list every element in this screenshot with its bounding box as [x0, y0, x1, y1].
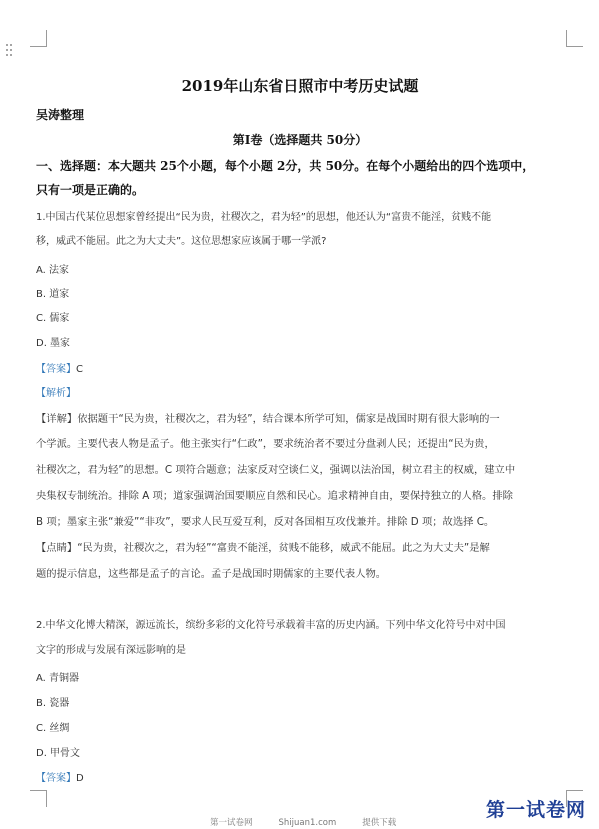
q1-detail-line	[36, 410, 500, 425]
q1-detail-line: B 项；墨家主张“兼爱”“非攻”，要求人民互爱互利，反对各国相互攻伐兼并。排除 D 项；故选择 C。	[36, 516, 495, 528]
q1-stem-line: 1.中国古代某位思想家曾经提出“民为贵，社稷次之，君为轻”的思想，他还认为“富贵不能淫，贫贱不能	[36, 212, 492, 223]
footer-site-name: 第一试卷网	[210, 818, 253, 828]
q2-option-a: A. 青铜器	[36, 673, 80, 684]
page-corner-mark-bottom-left	[30, 790, 47, 807]
instructions-line: 只有一项是正确的。	[36, 183, 145, 197]
q2-option-d: D. 甲骨文	[36, 748, 81, 759]
comment-text: “民为贵，社稷次之，君为轻”“富贵不能淫，贫贱不能移，威武不能屈。此之为大丈夫”是解	[77, 542, 490, 554]
drag-handle-icon[interactable]	[6, 44, 14, 60]
q1-detail-line: 社稷次之，君为轻”的思想。C 项符合题意；法家反对空谈仁义，强调以法治国，树立君主的权威，建立中	[36, 464, 516, 476]
answer-label: 【答案】	[36, 364, 76, 375]
answer-label: 【答案】	[36, 773, 76, 784]
detail-text: 依据题干“民为贵，社稷次之，君为轻”，结合课本所学可知，儒家是战国时期有很大影响的一	[77, 413, 500, 425]
footer-site-url[interactable]: Shijuan1.com	[278, 818, 337, 828]
q1-option-b: B. 道家	[36, 289, 70, 300]
q1-comment-line	[36, 539, 490, 554]
detail-label: 【详解】	[36, 413, 78, 425]
answer-value: C	[76, 364, 83, 375]
q1-option-c: C. 儒家	[36, 313, 70, 324]
instructions-line: 一、选择题：本大题共 25个小题，每个小题 2分，共 50分。在每个小题给出的四个选项中，	[36, 159, 535, 173]
footer-watermark	[210, 816, 422, 828]
footer-download-text: 提供下载	[362, 818, 397, 828]
page-corner-mark-top-right	[566, 30, 583, 47]
q2-answer	[36, 769, 84, 784]
section-instructions	[36, 154, 564, 202]
q1-detail-line: 央集权专制统治。排除 A 项；道家强调治国要顺应自然和民心。追求精神自由，要保持独立的人格。排除	[36, 490, 513, 502]
section-title: 第Ⅰ卷（选择题共 50分）	[232, 133, 368, 147]
answer-value: D	[76, 773, 84, 784]
q2-stem-line: 2.中华文化博大精深，源远流长，缤纷多彩的文化符号承载着丰富的历史内涵。下列中华文化符号中对中国	[36, 620, 506, 631]
document-title: 2019年山东省日照市中考历史试题	[181, 77, 419, 95]
q1-detail-line: 个学派。主要代表人物是孟子。他主张实行“仁政”，要求统治者不要过分盘剥人民；还提出“民为贵，	[36, 438, 495, 450]
page-corner-mark-top-left	[30, 30, 47, 47]
q1-stem-line: 移，威武不能屈。此之为大丈夫”。这位思想家应该属于哪一学派?	[36, 236, 327, 247]
q2-stem-line: 文字的形成与发展有深远影响的是	[36, 645, 186, 656]
q2-option-b: B. 瓷器	[36, 698, 70, 709]
comment-label: 【点睛】	[36, 542, 78, 554]
q1-option-d: D. 墨家	[36, 338, 71, 349]
q2-option-c: C. 丝绸	[36, 723, 70, 734]
q1-answer	[36, 360, 83, 375]
brand-logo-text: 第一试卷网	[486, 799, 587, 821]
q1-option-a: A. 法家	[36, 265, 70, 276]
document-author: 吴涛整理	[36, 108, 85, 122]
q1-comment-line: 题的提示信息，这些都是孟子的言论。孟子是战国时期儒家的主要代表人物。	[36, 568, 387, 580]
q1-analysis-label: 【解析】	[36, 388, 76, 399]
